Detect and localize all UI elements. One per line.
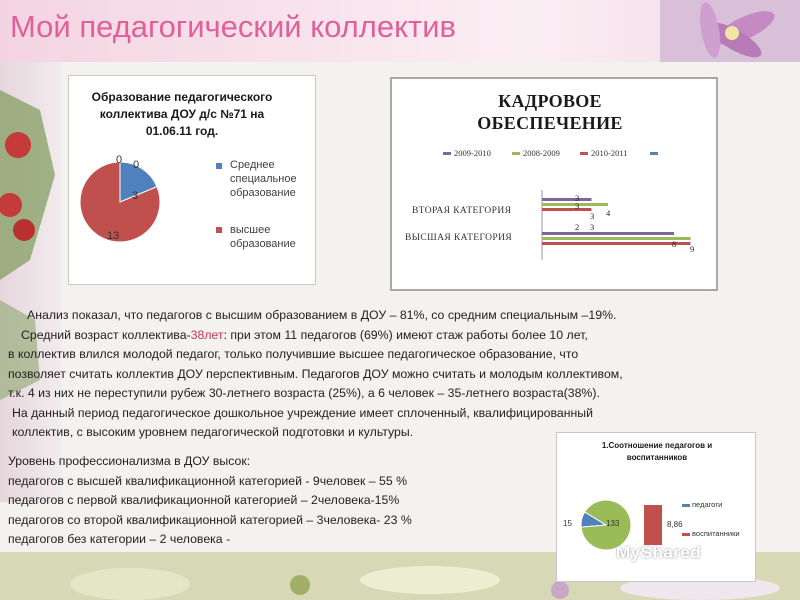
- pie-value-label: 3: [132, 190, 139, 202]
- legend-line: образование: [230, 187, 296, 199]
- bar-value-label: 4: [606, 208, 611, 218]
- education-pie: [80, 160, 180, 260]
- qualification-line: Уровень профессионализма в ДОУ высок:: [8, 454, 251, 468]
- ratio-bar: [644, 505, 662, 545]
- legend-series: 2008-2009: [523, 148, 560, 158]
- staffing-chart-title-line: КАДРОВОЕ: [498, 91, 602, 111]
- analysis-line: На данный период педагогическое дошкольное учреждение имеет сплоченный, квалифицированный: [12, 405, 594, 420]
- legend-series: 2010-2011: [591, 148, 628, 158]
- analysis-line: коллектив, с высоким уровнем педагогической подготовки и культуры.: [12, 425, 414, 439]
- education-chart-title-line: коллектива ДОУ д/с №71 на: [99, 107, 265, 121]
- bar-value-label: 3: [575, 193, 580, 203]
- ratio-chart-title: [566, 440, 748, 464]
- legend-line: высшее: [230, 224, 271, 236]
- slide-title: Мой педагогический коллектив: [10, 9, 456, 44]
- legend-swatch: [580, 152, 588, 155]
- legend-swatch: [682, 533, 690, 536]
- zero-label: 0: [133, 159, 140, 171]
- legend-line: Среднее: [230, 159, 275, 171]
- average-age-highlight: 38лет: [190, 327, 224, 342]
- flower-image: [660, 0, 800, 64]
- legend-swatch: [216, 227, 222, 233]
- analysis-line: Анализ показал, что педагогов с высшим образованием в ДОУ – 81%, со средним специальным –19%.: [27, 308, 617, 322]
- legend-series: 2009-2010: [454, 148, 491, 158]
- bar-2010-2011: [542, 242, 691, 245]
- qualification-line: педагогов со второй квалификационной категорией – 3человека- 23 %: [8, 512, 412, 527]
- legend-entry: педагоги: [692, 500, 723, 509]
- legend-swatch: [512, 152, 520, 155]
- qualification-line: педагогов с высшей квалификационной категорией - 9человек – 55 %: [8, 473, 408, 488]
- qualification-line: педагогов с первой квалификационной категорией – 2человека-15%: [8, 493, 400, 507]
- category-label: ВЫСШАЯ КАТЕГОРИЯ: [405, 233, 513, 243]
- analysis-line: [8, 326, 748, 346]
- pie-value-label: 133: [606, 519, 620, 528]
- legend-swatch: [443, 152, 451, 155]
- bar-2009-2010: [542, 198, 592, 201]
- staffing-chart-title: [420, 90, 680, 134]
- ratio-chart-title-line: воспитанников: [626, 453, 688, 462]
- analysis-line: т.к. 4 из них не переступили рубеж 30-летнего возраста (25%), а 6 человек – 35-летнего возраста(38%).: [8, 386, 600, 400]
- bar-2008-2009: [542, 237, 691, 240]
- qualification-text: [8, 452, 553, 550]
- analysis-line: в коллектив влился молодой педагог, только получившие высшее педагогическое образование, что: [8, 347, 579, 361]
- legend-line: специальное: [230, 173, 297, 185]
- pie-value-label: 15: [563, 519, 572, 528]
- legend-entry: воспитанники: [692, 529, 740, 538]
- education-chart-title-line: 01.06.11 год.: [145, 124, 219, 138]
- education-chart-title-line: Образование педагогического: [91, 90, 273, 104]
- bar-value-label: 3: [590, 222, 595, 232]
- analysis-text-part: : при этом 11 педагогов (69%) имеют стаж работы более 10 лет,: [223, 327, 588, 342]
- ratio-value-label: 8,86: [667, 520, 683, 529]
- legend-entry-higher: [230, 223, 314, 251]
- analysis-line: позволяет считать коллектив ДОУ перспективным. Педагогов ДОУ можно считать и молодым коллективом,: [8, 366, 623, 381]
- education-chart-title: [76, 89, 288, 140]
- ratio-chart-title-line: 1.Соотношение педагогов и: [601, 441, 713, 450]
- bar-value-label: 2: [575, 222, 580, 232]
- bar-2009-2010: [542, 232, 674, 235]
- staffing-bars: [536, 190, 706, 260]
- zero-label: 0: [116, 154, 123, 166]
- legend-swatch: [682, 504, 690, 507]
- bar-value-label: 3: [575, 201, 580, 211]
- analysis-text: [8, 306, 748, 443]
- category-label: ВТОРАЯ КАТЕГОРИЯ: [412, 206, 512, 216]
- legend-entry-secondary: [230, 158, 314, 200]
- qualification-line: педагогов без категории – 2 человека -: [8, 532, 231, 546]
- bar-value-label: 9: [690, 244, 695, 254]
- analysis-text-part: Средний возраст коллектива-: [21, 327, 191, 342]
- staffing-chart-title-line: ОБЕСПЕЧЕНИЕ: [477, 113, 623, 133]
- watermark-logo: MyShared: [616, 543, 702, 562]
- legend-swatch: [216, 163, 222, 169]
- bar-value-label: 3: [590, 211, 595, 221]
- bar-2010-2011: [542, 208, 592, 211]
- legend-swatch: [650, 152, 658, 155]
- legend-line: образование: [230, 238, 296, 250]
- bar-value-label: 8: [672, 239, 677, 249]
- pie-value-label: 13: [107, 230, 120, 242]
